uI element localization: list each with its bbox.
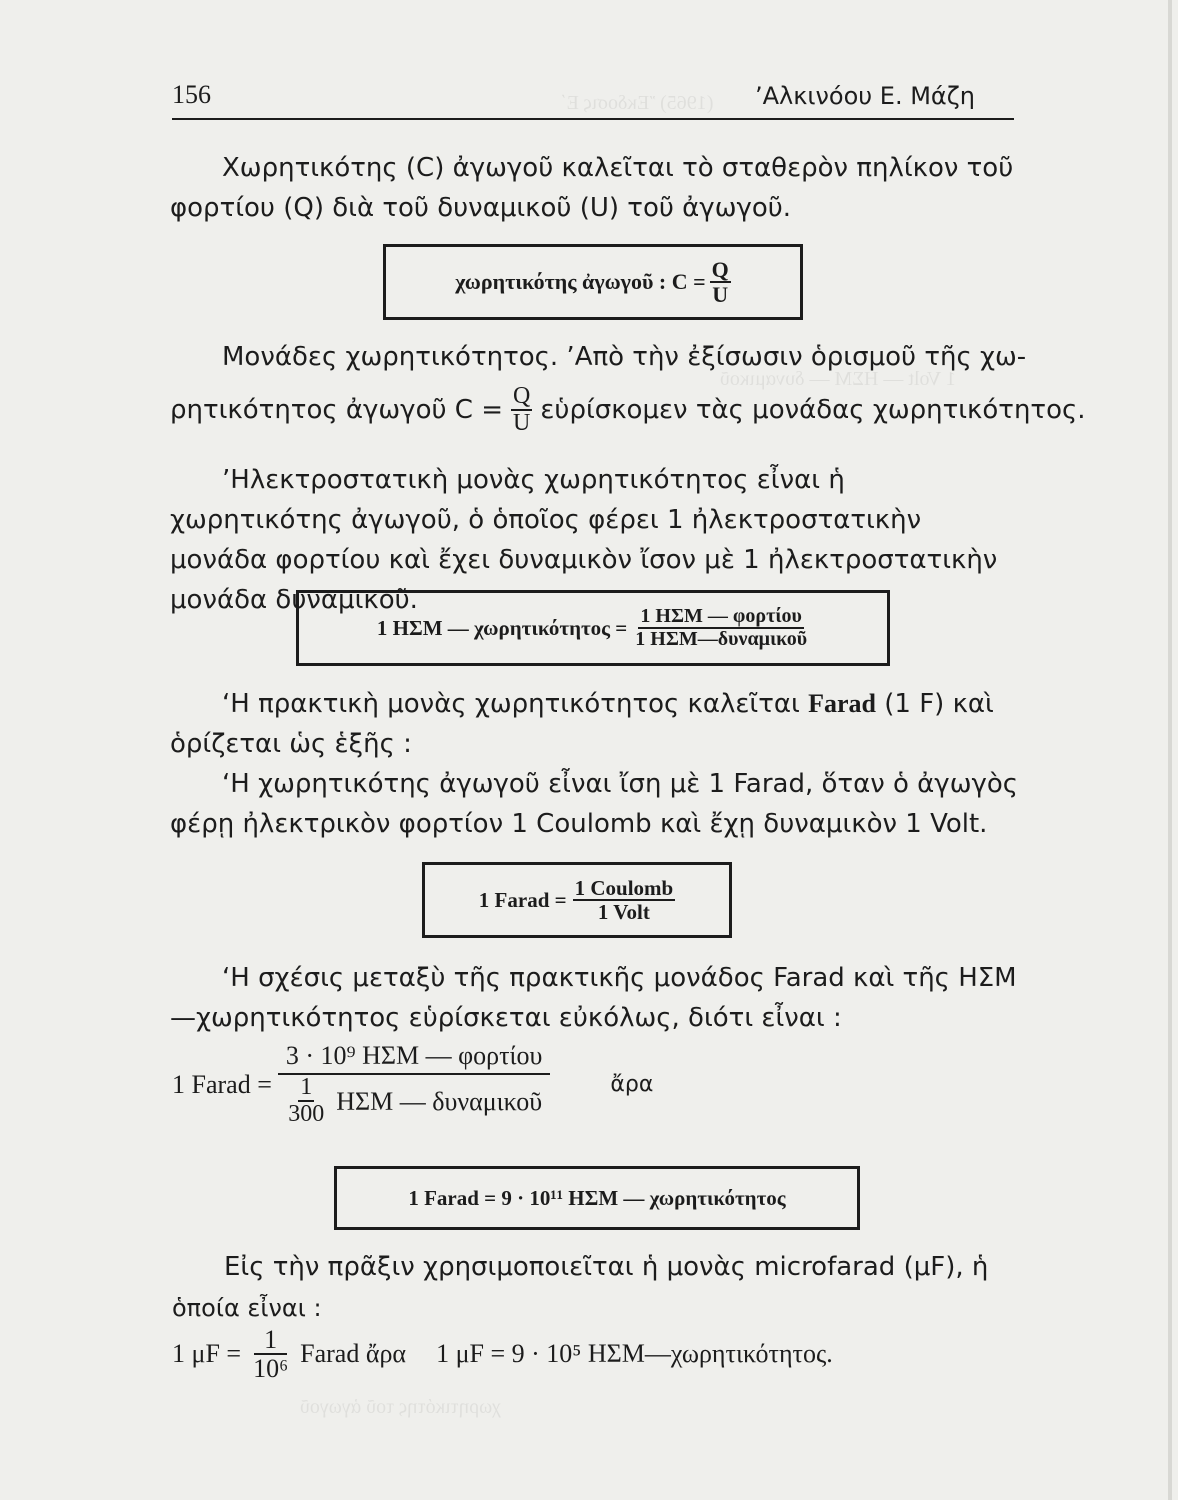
units-line-start: ρητικότητος ἀγωγοῦ C =: [170, 395, 503, 426]
esu-definition-paragraph: ’Ηλεκτροστατικὴ μονὰς χωρητικότητος εἶναι ἡ χωρητικότης ἀγωγοῦ, ὁ ὁποῖος φέρει 1 ἠλεκτροστατικὴν μονάδα φορτίου καὶ ἔχει δυναμικὸν ἴσον μὲ 1 ἠλεκτροστατικὴν μονάδα δυναμικοῦ.: [170, 465, 998, 615]
formula-label: 1 ΗΣΜ — χωρητικότητος =: [376, 615, 628, 640]
farad-text-start: ‘Η πρακτικὴ μονὰς χωρητικότητος καλεῖται: [222, 689, 809, 719]
equation-lhs: 1 μF =: [172, 1339, 242, 1369]
fraction-denominator: 1 Volt: [597, 900, 650, 924]
esu-capacitance-box: [296, 590, 890, 666]
nested-denominator: 300: [288, 1101, 325, 1128]
result-formula: 1 Farad = 9 · 10¹¹ ΗΣΜ — χωρητικότητος: [408, 1185, 786, 1210]
bleed-text: (1965) Ἔκδοσις Ε΄: [560, 92, 714, 114]
formula-fraction: [710, 258, 731, 306]
denominator-text: ΗΣΜ — δυναμικοῦ: [336, 1086, 543, 1116]
bleed-text: 1 Volt — ΗΣΜ — δυναμικοῦ: [720, 368, 956, 390]
equation-rhs: 1 μF = 9 · 10⁵ ΗΣΜ—χωρητικότητος.: [436, 1339, 833, 1369]
page-number: 156: [172, 80, 211, 109]
formula-fraction: [633, 606, 809, 650]
page-edge: [1168, 0, 1172, 1500]
farad-definition-paragraph: ‘Η χωρητικότης ἀγωγοῦ εἶναι ἴση μὲ 1 Farad, ὅταν ὁ ἀγωγὸς φέρῃ ἠλεκτρικὸν φορτίον 1 Coulomb καὶ ἔχῃ δυναμικὸν 1 Volt.: [170, 769, 1019, 839]
nested-fraction: [286, 1075, 326, 1127]
farad-text-end: (1 F) καὶ ὁρίζεται ὡς ἑξῆς :: [170, 689, 994, 759]
units-heading-line: Μονάδες χωρητικότητος. ’Απὸ τὴν ἐξίσωσιν ὁρισμοῦ τῆς χω-: [222, 342, 1027, 372]
formula-fraction: [573, 877, 676, 923]
fraction-denominator: 1 ΗΣΜ—δυναμικοῦ: [635, 628, 808, 650]
running-title: ’Αλκινόου Ε. Μάζη: [755, 82, 976, 110]
microfarad-equation: [172, 1326, 833, 1383]
equation-lhs: 1 Farad =: [172, 1069, 272, 1099]
definition-paragraph: Χωρητικότης (C) ἀγωγοῦ καλεῖται τὸ σταθερὸν πηλίκον τοῦ φορτίου (Q) διὰ τοῦ δυναμικοῦ (U) τοῦ ἀγωγοῦ.: [170, 153, 1014, 223]
fraction-numerator: 1: [254, 1326, 287, 1355]
microfarad-line: Εἰς τὴν πρᾶξιν χρησιμοποιεῖται ἡ μονὰς microfarad (μF), ἡ: [224, 1252, 989, 1282]
formula-label: χωρητικότης ἀγωγοῦ : C =: [455, 269, 706, 294]
fraction-denominator: [284, 1075, 544, 1127]
equation-fraction: [278, 1042, 551, 1128]
units-line-end: εὑρίσκομεν τὰς μονάδας χωρητικότητος.: [540, 395, 1086, 426]
units-equation-line: [170, 384, 1086, 436]
bleed-text: χωρητικότης τοῦ ἀγωγοῦ: [300, 1396, 501, 1418]
equation-middle: Farad ἄρα: [300, 1339, 407, 1369]
capacitance-formula-box: [383, 244, 803, 320]
equation-tail: ἄρα: [610, 1072, 654, 1098]
fraction-denominator: U: [712, 282, 729, 307]
farad-result-box: [334, 1166, 860, 1230]
fraction-numerator: 3 · 10⁹ ΗΣΜ — φορτίου: [278, 1042, 551, 1075]
farad-paragraph: [170, 684, 1020, 764]
farad-formula-box: [422, 862, 732, 938]
fraction-denominator: U: [513, 410, 531, 437]
nested-numerator: 1: [298, 1075, 314, 1102]
header-rule: [172, 118, 1014, 120]
fraction-numerator: 1 ΗΣΜ — φορτίου: [640, 605, 802, 627]
microfarad-line-2: ὁποία εἶναι :: [172, 1294, 322, 1322]
farad-esu-equation: [172, 1042, 653, 1128]
relation-paragraph: ‘Η σχέσις μεταξὺ τῆς πρακτικῆς μονάδος Farad καὶ τῆς ΗΣΜ—χωρητικότητος εὑρίσκεται εὐκόλως, διότι εἶναι :: [170, 963, 1017, 1033]
fraction-denominator: 10⁶: [253, 1354, 289, 1384]
fraction-numerator: Q: [711, 256, 729, 282]
equation-fraction: [251, 1326, 290, 1383]
farad-term: Farad: [808, 689, 876, 718]
fraction-numerator: 1 Coulomb: [574, 875, 674, 900]
fraction-numerator: Q: [511, 384, 532, 411]
formula-label: 1 Farad =: [478, 887, 567, 912]
inline-fraction: [511, 384, 532, 436]
